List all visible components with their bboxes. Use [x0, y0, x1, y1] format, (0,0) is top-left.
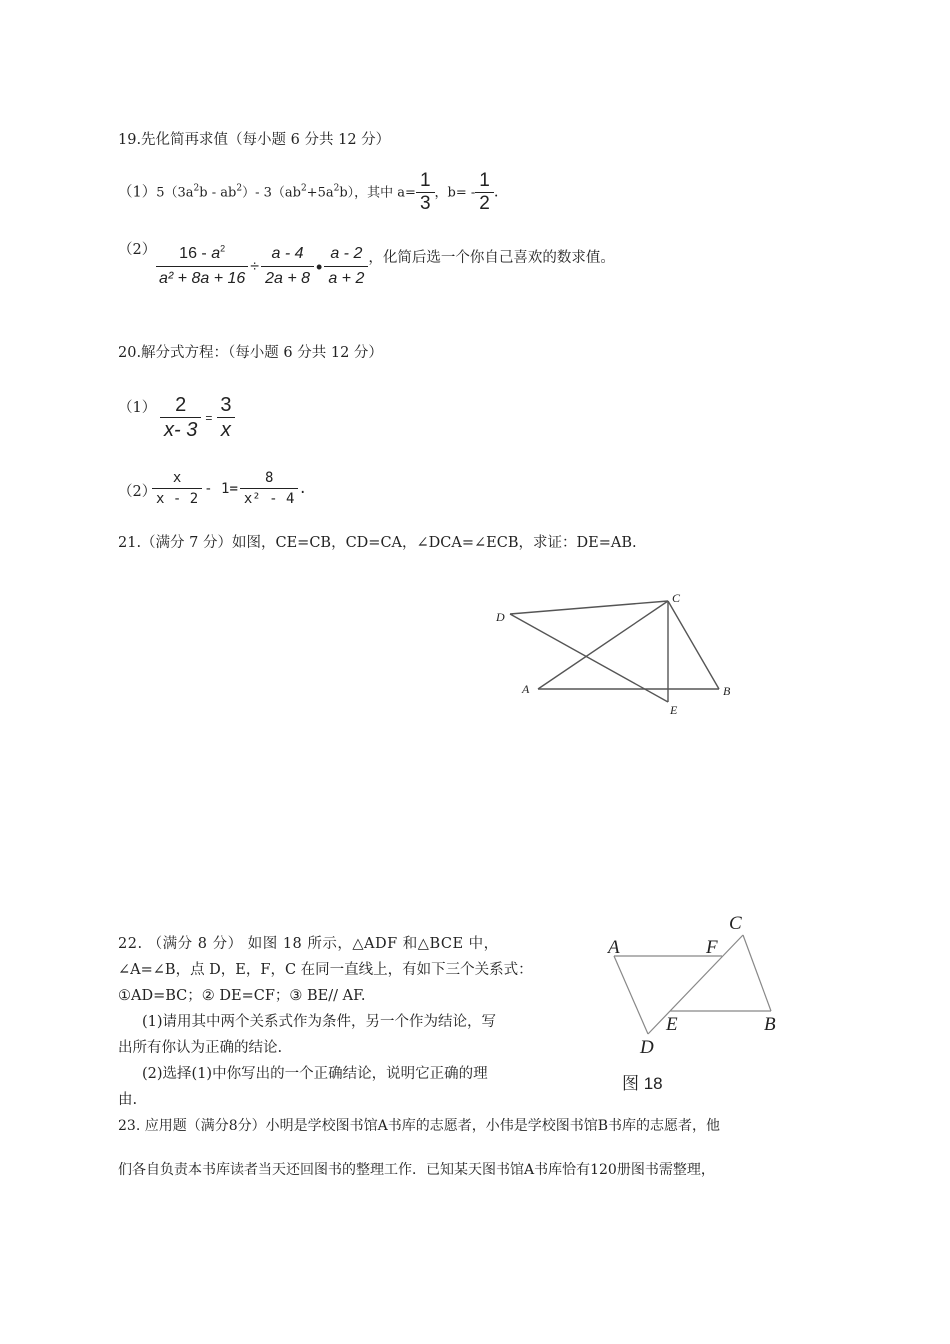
label-C: C: [729, 913, 742, 934]
q21-figure: [480, 580, 750, 720]
q22-line6: (2)选择(1)中你写出的一个正确结论，说明它正确的理: [142, 1066, 488, 1082]
label-D: D: [496, 610, 505, 624]
fraction-one-third: $\frac{1}{3}$: [416, 170, 435, 215]
segment-DC: [510, 601, 668, 614]
q22-line7: 由.: [118, 1092, 138, 1108]
q23-line1: 23. 应用题（满分8分）小明是学校图书馆A书库的志愿者，小伟是学校图书馆B书库的志愿者，他: [118, 1118, 721, 1134]
q22-line4: (1)请用其中两个关系式作为条件，另一个作为结论，写: [142, 1014, 497, 1030]
q21-text: 21.（满分 7 分）如图，CE=CB，CD=CA，∠DCA=∠ECB，求证：DE=AB.: [118, 535, 637, 551]
fraction-3: $\frac{a - 2}{a + 2}$: [324, 242, 368, 291]
q22-figure-caption: 图 18: [622, 1074, 663, 1093]
segment-CB: [743, 935, 771, 1011]
q20-part1-equation: $\frac{2}{x- 3}$ = $\frac{3}{x}$: [160, 393, 235, 442]
fraction-1: $\frac{16 - a^2}{\text{a² + 8a + 16}}$: [156, 242, 248, 291]
segment-CB: [668, 601, 719, 689]
label-A: A: [522, 682, 530, 696]
q23-line2: 们各自负责本书库读者当天还回图书的整理工作．已知某天图书馆A书库恰有120册图书需整理，: [118, 1162, 715, 1178]
fraction-2: $\frac{a - 4}{2a + 8}$: [261, 242, 314, 291]
q22-line2: ∠A=∠B，点 D，E，F，C 在同一直线上，有如下三个关系式：: [118, 962, 533, 978]
q19-heading: 19.先化简再求值（每小题 6 分共 12 分）: [118, 132, 391, 148]
label-C: C: [672, 591, 681, 605]
segment-DC: [648, 935, 743, 1034]
q19-part2-expression: $\frac{16 - a^2}{\text{a² + 8a + 16}}$ ÷ $\frac{a - 4}{2a + 8}$ • $\frac{a - 2}{a + 2}$ ，化简后选一个你自己喜欢的数求值。: [156, 242, 615, 291]
label-D: D: [640, 1037, 654, 1055]
q22-line1: 22. （满分 8 分） 如图 18 所示，△ADF 和△BCE 中，: [118, 936, 499, 952]
label-B: B: [723, 684, 731, 698]
label-F: F: [706, 937, 718, 958]
q20-part2-label: （2）: [118, 484, 157, 500]
q22-figure: [600, 905, 800, 1055]
segment-AD: [614, 956, 648, 1034]
q20-part1-label: （1）: [118, 400, 157, 416]
label-B: B: [764, 1014, 776, 1035]
label-E: E: [670, 703, 678, 717]
label-E: E: [666, 1014, 678, 1035]
q20-heading: 20.解分式方程：（每小题 6 分共 12 分）: [118, 345, 383, 361]
segment-CA: [538, 601, 668, 689]
q20-part2-equation: $\frac{x}{x - 2}$ - 1= $\frac{8}{\text{x² - 4}}$ .: [152, 468, 307, 509]
label-A: A: [608, 937, 620, 958]
fraction-one-half: $\frac{1}{2}$: [475, 170, 494, 215]
q19-part1: $(1)5(3a^2b - ab^2)-$ $3(ab^2+5a^2b)$，其中 a= $\frac{1}{3}$ ，b= - $\frac{1}{2}$ .: [118, 170, 499, 214]
q22-line5: 出所有你认为正确的结论.: [118, 1040, 283, 1056]
q19-part2: （2）: [118, 242, 157, 258]
q22-line3: ①AD=BC；② DE=CF；③ BE// AF.: [118, 988, 366, 1004]
